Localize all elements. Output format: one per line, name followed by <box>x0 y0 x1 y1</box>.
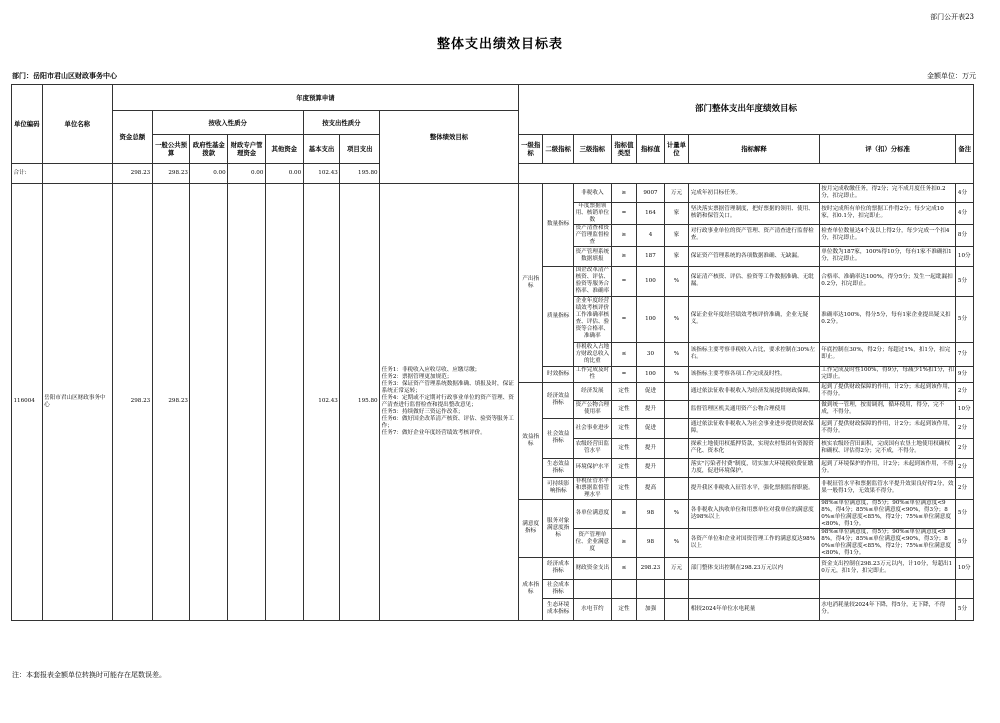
header-gov-fund: 政府性基金拨款 <box>190 135 228 164</box>
lvl3-indicator: 非税征管水平和票据监督管理水平 <box>573 477 611 499</box>
indicator-explanation: 相较2024年单位水电耗量 <box>689 598 820 620</box>
measure-unit <box>664 400 688 418</box>
value-type: 定性 <box>611 418 636 438</box>
indicator-explanation <box>689 579 820 598</box>
scoring-standard: 98%≤单位满意度，得5分；90%≤单位满意度<98%，得4分；85%≤单位满意度<90%，得3分；80%≤单位满意度<85%，得2分；75%≤单位满意度<80%，得1分。 <box>819 499 956 528</box>
unit-total-funds: 298.23 <box>112 184 152 621</box>
header-lvl2: 二级指标 <box>543 135 574 164</box>
lvl2-sustain: 可持续影响指标 <box>543 477 574 499</box>
value-type: 定性 <box>611 458 636 477</box>
lvl2-social_cost: 社会成本指标 <box>543 579 574 598</box>
remark: 5分 <box>956 296 974 342</box>
scoring-standard: 核实农级经营田面积，完成国有农垦土地使用权确权和确权、评估得2分；完不成，不得分。 <box>819 438 956 458</box>
indicator-explanation: 坚决落实票据管理制度，把好票据的领用、使用、核销和保管关口。 <box>689 203 820 225</box>
total-row <box>12 164 974 184</box>
lvl3-indicator: 社会事业进步 <box>573 418 611 438</box>
scoring-standard: 起到了提供财政保障的作用，计2分；未起到该作用，不得分。 <box>819 382 956 400</box>
scoring-standard: 做到统一管理，按需调剂，循环使用，得分，完不成，不得分。 <box>819 400 956 418</box>
target-value: 164 <box>637 203 665 225</box>
value-type: ≥ <box>611 499 636 528</box>
target-value: 提升 <box>637 458 665 477</box>
measure-unit <box>664 458 688 477</box>
total-funds: 298.23 <box>112 164 152 184</box>
indicator-explanation: 保证资产管理系统的各项数据准确、无缺漏。 <box>689 246 820 266</box>
header-val: 指标值 <box>637 135 665 164</box>
value-type: ≥ <box>611 246 636 266</box>
lvl3-indicator: 工作完成及时性 <box>573 366 611 382</box>
indicator-row <box>12 184 974 203</box>
header-lvl3: 三级指标 <box>573 135 611 164</box>
indicator-explanation: 落实"污染者付费"制度，切实加大环境税收费征缴力度，促进环境保护。 <box>689 458 820 477</box>
scoring-standard: 非税征管水平和票据监管水平提升效果良好得2分，效果一般得1分，无效果不得分。 <box>819 477 956 499</box>
header-explain: 指标解释 <box>689 135 820 164</box>
lvl2-social: 社会效益指标 <box>543 418 574 458</box>
value-type: = <box>611 366 636 382</box>
total-label: 合计: <box>12 164 43 184</box>
lvl3-indicator: 财政资金支出 <box>573 557 611 579</box>
total-gov-fund: 0.00 <box>190 164 228 184</box>
target-value: 提升 <box>637 400 665 418</box>
target-value: 加强 <box>637 598 665 620</box>
header-lvl1: 一级指标 <box>518 135 542 164</box>
unit-name: 岳阳市君山区财政事务中心 <box>42 184 112 621</box>
remark: 2分 <box>956 458 974 477</box>
overall-goal-text: 任务1：非税收入应收尽收、应缴尽缴； 任务2：票据管理更加规范； 任务3：保证资产管理系统数据准确、填报及时，保证系统正常运转； 任务4：定期或不定期对行政事业单位的资产管理、资产清查进行监督检查和提出整改意见； 任务5：持续做好三资运作改革； 任务6：做好国企改革清产核资、评估、验资等服务工作； 任务7：做好企业年度经营绩效考核评价。 <box>380 184 519 621</box>
header-val-type: 指标值类型 <box>611 135 636 164</box>
value-type: ≤ <box>611 342 636 366</box>
header-unit: 计量单位 <box>664 135 688 164</box>
target-value: 30 <box>637 342 665 366</box>
lvl3-indicator: 经济发展 <box>573 382 611 400</box>
indicator-explanation: 探索土地使用权抵押贷款，实现农村集团有资源资产化、资本化 <box>689 438 820 458</box>
header-unit-name: 单位名称 <box>42 85 112 164</box>
lvl3-indicator: 农级经营田监管水平 <box>573 438 611 458</box>
target-value: 促进 <box>637 382 665 400</box>
indicator-explanation: 保证清产核资、评估、验资等工作数据准确、无纰漏。 <box>689 266 820 296</box>
value-type: = <box>611 266 636 296</box>
indicator-explanation: 提升我区非税收入征管水平，强化票据监督职能。 <box>689 477 820 499</box>
scoring-standard: 起到了环境保护的作用，计2分；未起到该作用，不得分。 <box>819 458 956 477</box>
value-type: ≥ <box>611 528 636 557</box>
measure-unit <box>664 382 688 400</box>
scoring-standard: 年底控制在30%，得2分；每超过1%，扣1分，扣完即止。 <box>819 342 956 366</box>
lvl3-indicator: 非税收入 <box>573 184 611 203</box>
indicator-explanation: 部门整体支出控制在298.23万元以内 <box>689 557 820 579</box>
lvl3-indicator: 资产清查和资产管理监督检查 <box>573 224 611 246</box>
header-basic-exp: 基本支出 <box>303 135 340 164</box>
measure-unit <box>664 477 688 499</box>
header-annual-budget: 年度预算申请 <box>112 85 518 111</box>
measure-unit: % <box>664 296 688 342</box>
remark: 5分 <box>956 528 974 557</box>
indicator-explanation: 监督管理区机关通用资产公物合理使用 <box>689 400 820 418</box>
measure-unit: 万元 <box>664 184 688 203</box>
unit-basic: 102.43 <box>303 184 340 621</box>
remark: 10分 <box>956 246 974 266</box>
amount-unit-label: 金额单位：万元 <box>927 72 976 80</box>
lvl3-indicator: 国企改革清产核资、评估、验资等服务合格率、准确率 <box>573 266 611 296</box>
remark: 5分 <box>956 499 974 528</box>
scoring-standard: 工作完成及时性100%，得9分，每减少1%扣1分，扣完即止。 <box>821 367 954 381</box>
lvl3-indicator: 企业年度经营绩效考核评价工作准确率核查、评估、验资等合格率、准确率 <box>573 296 611 342</box>
header-total-funds: 资金总额 <box>112 111 152 164</box>
remark: 8分 <box>956 224 974 246</box>
target-value: 促进 <box>637 418 665 438</box>
department-label: 部门：岳阳市君山区财政事务中心 <box>12 71 117 80</box>
indicator-explanation: 各资产单位和企业对国资管理工作的满意度达98%以上 <box>689 528 820 557</box>
lvl2-economic: 经济效益指标 <box>543 382 574 418</box>
target-value: 100 <box>637 366 665 382</box>
remark: 2分 <box>956 477 974 499</box>
target-value: 100 <box>637 296 665 342</box>
scoring-standard: 按月完成收缴任务，得2分；完不成月度任务扣0.2分，扣完即止。 <box>819 184 956 203</box>
header-remark: 备注 <box>956 135 974 164</box>
header-overall-goal: 整体绩效目标 <box>380 111 519 164</box>
header-general-public: 一般公共预算 <box>152 135 190 164</box>
target-value: 298.23 <box>637 557 665 579</box>
scoring-standard <box>819 579 956 598</box>
measure-unit: % <box>664 342 688 366</box>
lvl2-quantity: 数量指标 <box>543 184 574 267</box>
value-type: 定性 <box>611 400 636 418</box>
lvl3-indicator: 非税收入占地方财政总收入的比重 <box>573 342 611 366</box>
lvl3-indicator: 资产管理系统数据填报 <box>573 246 611 266</box>
value-type: 定性 <box>611 598 636 620</box>
lvl1-satisfaction: 满意度指标 <box>518 499 542 557</box>
header-unit-code: 单位编码 <box>12 85 43 164</box>
performance-target-table <box>11 84 974 621</box>
page-title: 整体支出绩效目标表 <box>436 37 563 52</box>
indicator-explanation: 该指标主要考察各项工作完成及时性。 <box>689 366 820 382</box>
remark: 4分 <box>956 203 974 225</box>
lvl1-output: 产出指标 <box>518 184 542 383</box>
indicator-explanation: 完成年初目标任务。 <box>689 184 820 203</box>
scoring-standard: 检查单位数量达4个及以上得2分，每少完成一个扣4分，扣完即止。 <box>819 224 956 246</box>
lvl3-indicator: 水电节约 <box>573 598 611 620</box>
target-value: 4 <box>637 224 665 246</box>
value-type: ≤ <box>611 557 636 579</box>
value-type: 定性 <box>611 382 636 400</box>
table-number-label: 部门公开表23 <box>930 13 974 21</box>
lvl3-indicator: 各单位满意度 <box>573 499 611 528</box>
measure-unit: 家 <box>664 203 688 225</box>
unit-project: 195.80 <box>340 184 380 621</box>
lvl2-eco_cost: 生态环境成本指标 <box>543 598 574 620</box>
indicator-explanation: 通过依法征收非税收入为经济发展提供财政保障。 <box>689 382 820 400</box>
target-value: 98 <box>637 499 665 528</box>
total-project: 195.80 <box>340 164 380 184</box>
remark: 9分 <box>956 366 974 382</box>
total-special: 0.00 <box>228 164 266 184</box>
indicator-explanation: 保证企业年度经营绩效考核评价准确，企业无疑义。 <box>689 296 820 342</box>
measure-unit: % <box>664 366 688 382</box>
lvl2-quality: 质量指标 <box>543 266 574 366</box>
header-by-expense: 按支出性质分 <box>303 111 379 135</box>
scoring-standard: 98%≤单位满意度，得5分；90%≤单位满意度<98%，得4分；85%≤单位满意度<90%，得3分；80%≤单位满意度<85%，得2分；75%≤单位满意度<80%，得1分。 <box>819 528 956 557</box>
measure-unit <box>664 438 688 458</box>
unit-code: 116004 <box>12 184 43 621</box>
header-other-funds: 其他资金 <box>265 135 303 164</box>
value-type: ≥ <box>611 224 636 246</box>
value-type <box>611 579 636 598</box>
lvl3-indicator: 年度票据领用、核销单位数 <box>573 203 611 225</box>
lvl2-ecological: 生态效益指标 <box>543 458 574 477</box>
indicator-explanation: 对行政事业单位的资产管理、资产清查进行监督检查。 <box>689 224 820 246</box>
value-type: ≥ <box>611 184 636 203</box>
lvl3-indicator: 资产公物合理使用率 <box>573 400 611 418</box>
total-other: 0.00 <box>265 164 303 184</box>
target-value: 提高 <box>637 477 665 499</box>
target-value: 187 <box>637 246 665 266</box>
header-by-income: 按收入性质分 <box>152 111 303 135</box>
remark: 2分 <box>956 382 974 400</box>
measure-unit <box>664 579 688 598</box>
lvl2-service: 服务对象满意度指标 <box>543 499 574 557</box>
lvl2-time: 时效指标 <box>543 366 574 382</box>
header-dept-goal: 部门整体支出年度绩效目标 <box>518 85 973 135</box>
value-type: = <box>611 203 636 225</box>
remark <box>956 579 974 598</box>
scoring-standard: 合格率、准确率达100%，得分5分；发生一起纰漏扣0.2分，扣完即止。 <box>819 266 956 296</box>
unit-general: 298.23 <box>152 184 190 621</box>
scoring-standard: 准确率达100%，得分5分，每有1家企业提出疑义扣0.2分。 <box>819 296 956 342</box>
target-value: 100 <box>637 266 665 296</box>
indicator-explanation: 该指标主要考察非税收入占比，要求控制在30%左右。 <box>689 342 820 366</box>
remark: 4分 <box>956 184 974 203</box>
total-basic: 102.43 <box>303 164 340 184</box>
measure-unit <box>664 598 688 620</box>
header-scoring: 评（扣）分标准 <box>819 135 956 164</box>
target-value: 提升 <box>637 438 665 458</box>
value-type: 定性 <box>611 438 636 458</box>
scoring-standard: 起到了提供财政保障的作用，计2分；未起到该作用，不得分。 <box>819 418 956 438</box>
lvl1-cost: 成本指标 <box>518 557 542 620</box>
value-type: 定性 <box>611 477 636 499</box>
remark: 5分 <box>956 266 974 296</box>
scoring-standard: 按时完成所有单位的票据工作得2分；每少完成10家，扣0.1分，扣完即止。 <box>819 203 956 225</box>
scoring-standard: 资金支出控制在298.23万元以内，计10分，每超出10万元，扣1分，扣完即止。 <box>819 557 956 579</box>
target-value: 9007 <box>637 184 665 203</box>
remark: 2分 <box>956 418 974 438</box>
target-value <box>637 579 665 598</box>
measure-unit: 家 <box>664 246 688 266</box>
header-fin-special: 财政专户管理资金 <box>228 135 266 164</box>
remark: 10分 <box>956 400 974 418</box>
measure-unit: 家 <box>664 224 688 246</box>
remark: 10分 <box>956 557 974 579</box>
footnote: 注：本套报表金额单位转换时可能存在尾数误差。 <box>12 671 166 679</box>
indicator-explanation: 通过依法征收非税收入为社会事业进步提供财政保障。 <box>689 418 820 438</box>
measure-unit: 万元 <box>664 557 688 579</box>
measure-unit: % <box>664 499 688 528</box>
indicator-explanation: 各非税收入执收单位和用票单位对我单位的满意度达98%以上 <box>689 499 820 528</box>
remark: 2分 <box>956 438 974 458</box>
remark: 7分 <box>956 342 974 366</box>
value-type: = <box>611 296 636 342</box>
total-general: 298.23 <box>152 164 190 184</box>
measure-unit: % <box>664 266 688 296</box>
measure-unit: % <box>664 528 688 557</box>
target-value: 98 <box>637 528 665 557</box>
lvl3-indicator: 资产管理单位、企业满意度 <box>573 528 611 557</box>
lvl1-benefit: 效益指标 <box>518 382 542 499</box>
scoring-standard: 水电消耗量较2024年下降，得5分，无下降，不得分。 <box>819 598 956 620</box>
header-project-exp: 项目支出 <box>340 135 380 164</box>
lvl3-indicator: 环境保护水平 <box>573 458 611 477</box>
measure-unit <box>664 418 688 438</box>
remark: 5分 <box>956 598 974 620</box>
lvl3-indicator <box>573 579 611 598</box>
lvl2-econ_cost: 经济成本指标 <box>543 557 574 579</box>
scoring-standard: 单位数为187家，100%得10分，每有1家不准确扣1分，扣完即止。 <box>819 246 956 266</box>
